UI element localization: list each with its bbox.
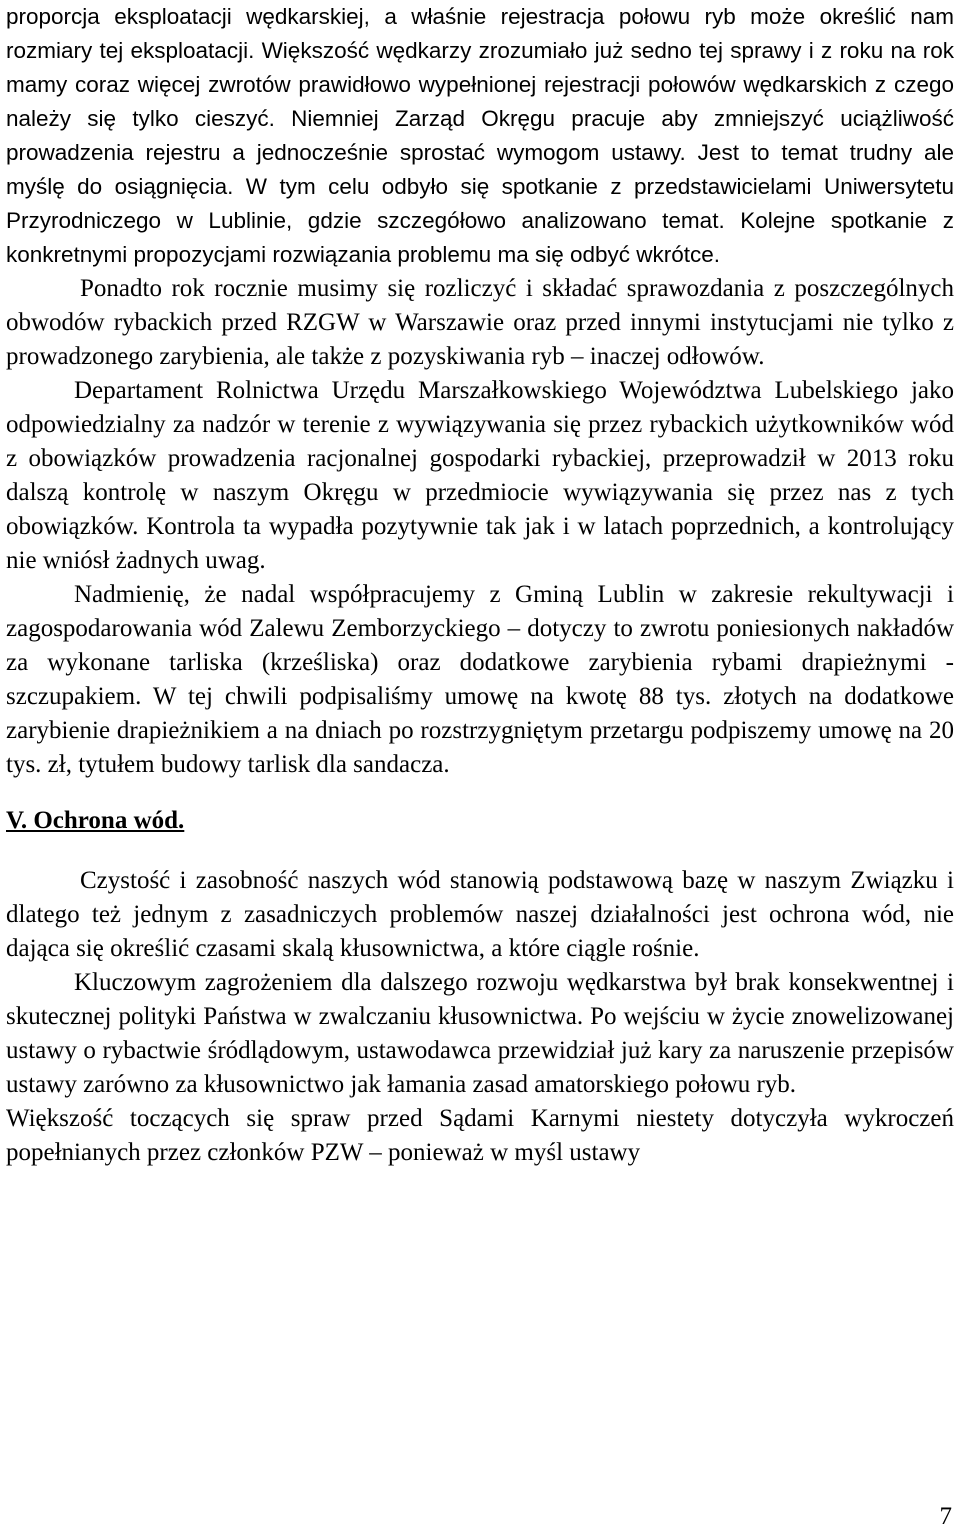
- paragraph-key-threat: Kluczowym zagrożeniem dla dalszego rozwoju wędkarstwa był brak konsekwentnej i skutecznej polityki Państwa w zwalczaniu kłusownictwa. Po wejściu w życie znowelizowanej ustawy o rybactwie śródlądowym, ustawodawca przewidział już kary za naruszenie przepisów ustawy zarówno za kłusownictwo jak łamania zasad amatorskiego połowu ryb.: [6, 969, 954, 1098]
- section-heading: V. Ochrona wód.: [6, 807, 185, 834]
- paragraph-reporting: Ponadto rok rocznie musimy się rozliczyć i składać sprawozdania z poszczególnych obwodów rybackich przed RZGW w Warszawie oraz przed innymi instytucjami nie tylko z prowadzonego zarybienia, ale także z pozyskiwania ryb – inaczej odłowów.: [6, 275, 954, 370]
- paragraph-water-protection: Czystość i zasobność naszych wód stanowią podstawową bazę w naszym Związku i dlatego też jednym z zasadniczych problemów naszej działalności jest ochrona wód, nie dająca się określić czasami skalą kłusownictwa, a które ciągle rośnie.: [6, 867, 954, 962]
- paragraph-cooperation: Nadmienię, że nadal współpracujemy z Gminą Lublin w zakresie rekultywacji i zagospodarowania wód Zalewu Zemborzyckiego – dotyczy to zwrotu poniesionych nakładów za wykonane tarliska (krześliska) oraz dodatkowe zarybienia rybami drapieżnymi - szczupakiem. W tej chwili podpisaliśmy umowę na kwotę 88 tys. złotych na dodatkowe zarybienie drapieżnikiem a na dniach po rozstrzygniętym przetargu podpiszemy umowę na 20 tys. zł, tytułem budowy tarlisk dla sandacza.: [6, 581, 954, 778]
- page-number: 7: [939, 1503, 952, 1530]
- paragraph-court-cases: Większość toczących się spraw przed Sądami Karnymi niestety dotyczyła wykroczeń popełnianych przez członków PZW – ponieważ w myśl ustawy: [6, 1105, 954, 1166]
- spacer: [6, 838, 954, 864]
- paragraph-registration: proporcja eksploatacji wędkarskiej, a właśnie rejestracja połowu ryb może określić nam rozmiary tej eksploatacji. Większość wędkarzy zrozumiało już sedno tej sprawy i z roku na rok mamy coraz więcej zwrotów prawidłowo wypełnionej rejestracji połowów wędkarskich z czego należy się tylko cieszyć. Niemniej Zarząd Okręgu pracuje aby zmniejszyć uciążliwość prowadzenia rejestru a jednocześnie sprostać wymogom ustawy. Jest to temat trudny ale myślę do osiągnięcia. W tym celu odbyło się spotkanie z przedstawicielami Uniwersytetu Przyrodniczego w Lublinie, gdzie szczegółowo analizowano temat. Kolejne spotkanie z konkretnymi propozycjami rozwiązania problemu ma się odbyć wkrótce.: [6, 4, 954, 267]
- paragraph-inspection: Departament Rolnictwa Urzędu Marszałkowskiego Województwa Lubelskiego jako odpowiedzialny za nadzór w terenie z wywiązywania się przez rybackich użytkowników wód z obowiązków prowadzenia racjonalnej gospodarki rybackiej, przeprowadził w 2013 roku dalszą kontrolę w naszym Okręgu w przedmiocie wywiązywania się przez nas z tych obowiązków. Kontrola ta wypadła pozytywnie tak jak i w latach poprzednich, a kontrolujący nie wniósł żadnych uwag.: [6, 377, 954, 574]
- document-page: [6, 0, 954, 1170]
